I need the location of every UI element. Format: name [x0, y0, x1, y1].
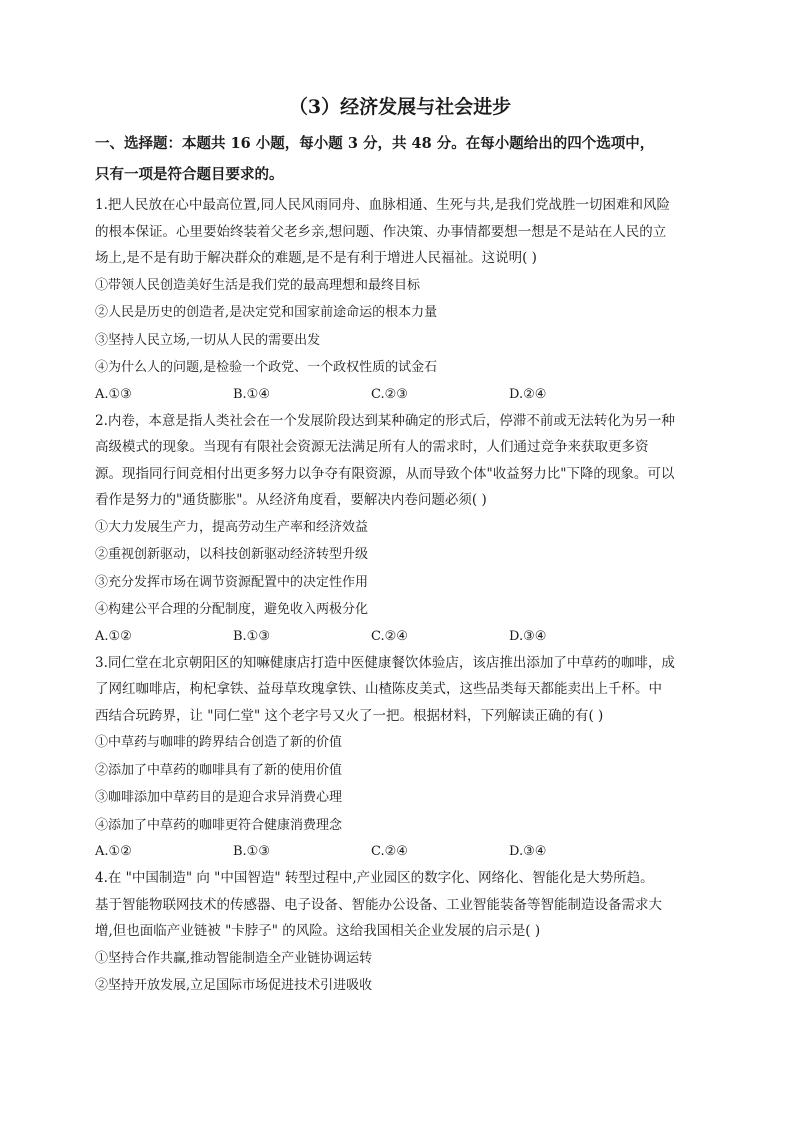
page-title: （3）经济发展与社会进步	[288, 96, 512, 118]
section-instruction-line-2: 只有一项是符合题目要求的。	[95, 166, 284, 183]
question-1-stem-line-2: 的根本保证。心里要始终装着父老乡亲,想问题、作决策、办事情都要想一想是不是站在人民的立	[95, 223, 667, 240]
question-3-option-4: ④添加了中草药的咖啡更符合健康消费理念	[95, 817, 343, 833]
question-2-choice-a: A.①②	[95, 628, 132, 644]
question-3-choice-d: D.③④	[509, 844, 547, 859]
question-2	[95, 408, 705, 650]
section-instruction-line-1: 一、选择题：本题共 16 小题，每小题 3 分，共 48 分。在每小题给出的四个选项中，	[95, 135, 655, 152]
question-2-option-3: ③充分发挥市场在调节资源配置中的决定性作用	[95, 574, 369, 590]
question-2-choice-b: B.①③	[233, 628, 270, 644]
question-1	[95, 192, 705, 408]
exam-page	[95, 92, 705, 1000]
question-1-stem-line-3: 场上,是不是有助于解决群众的难题,是不是有利于增进人民福祉。这说明( )	[95, 250, 537, 266]
question-1-option-2: ②人民是历史的创造者,是决定党和国家前途命运的根本力量	[95, 305, 438, 320]
question-2-stem-line-1: 2.内卷，本意是指人类社会在一个发展阶段达到某种确定的形式后，停滞不前或无法转化为另一种	[95, 412, 675, 429]
question-1-choice-b: B.①④	[233, 386, 270, 402]
question-2-stem-line-3: 源。现指同行间竞相付出更多努力以争夺有限资源，从而导致个体"收益努力比"下降的现象。可以	[95, 465, 675, 482]
question-1-option-3: ③坚持人民立场,一切从人民的需要出发	[95, 332, 321, 348]
question-1-stem-line-1: 1.把人民放在心中最高位置,同人民风雨同舟、血脉相通、生死与共,是我们党战胜一切困难和风险	[95, 197, 670, 213]
section-header	[95, 130, 705, 188]
question-3-choice-a: A.①②	[95, 844, 132, 859]
question-2-stem-line-4: 看作是努力的"通货膨胀"。从经济角度看，要解决内卷问题必须( )	[95, 492, 487, 508]
question-1-option-1: ①带领人民创造美好生活是我们党的最高理想和最终目标	[95, 277, 421, 293]
question-2-option-2: ②重视创新驱动，以科技创新驱动经济转型升级	[95, 547, 369, 562]
question-4-stem-line-2: 基于智能物联网技术的传感器、电子设备、智能办公设备、工业智能装备等智能制造设备需求大	[95, 896, 662, 913]
question-3-stem-line-3: 西结合玩跨界，让 "同仁堂" 这个老字号又火了一把。根据材料，下列解读正确的有( )	[95, 707, 604, 724]
question-4-option-1: ①坚持合作共赢,推动智能制造全产业链协调运转	[95, 950, 373, 966]
question-3-stem-line-2: 了网红咖啡店，枸杞拿铁、益母草玫瑰拿铁、山楂陈皮美式，这些品类每天都能卖出上千杯。中	[95, 681, 662, 697]
question-1-option-4: ④为什么人的问题,是检验一个政党、一个政权性质的试金石	[95, 360, 438, 375]
question-3-option-2: ②添加了中草药的咖啡具有了新的使用价值	[95, 762, 343, 778]
question-2-stem-line-2: 高级模式的现象。当现有有限社会资源无法满足所有人的需求时，人们通过竞争来获取更多资	[95, 439, 649, 455]
question-1-choice-c: C.②③	[371, 386, 408, 402]
question-2-choice-c: C.②④	[371, 628, 408, 644]
question-3-choice-c: C.②④	[371, 844, 408, 859]
question-4-option-2: ②坚持开放发展,立足国际市场促进技术引进吸收	[95, 978, 373, 993]
question-2-option-4: ④构建公平合理的分配制度，避免收入两极分化	[95, 602, 369, 617]
question-3-option-1: ①中草药与咖啡的跨界结合创造了新的价值	[95, 735, 343, 750]
question-3-choices	[95, 839, 705, 865]
question-4-stem-line-3: 增,但也面临产业链被 "卡脖子" 的风险。这给我国相关企业发展的启示是( )	[95, 923, 541, 939]
question-2-option-1: ①大力发展生产力，提高劳动生产率和经济效益	[95, 519, 369, 535]
question-3	[95, 650, 705, 866]
question-4-stem-line-1: 4.在 "中国制造" 向 "中国智造" 转型过程中,产业园区的数字化、网络化、智能化是大势所趋。	[95, 870, 654, 886]
question-3-stem-line-1: 3.同仁堂在北京朝阳区的知嘛健康店打造中医健康餐饮体验店，该店推出添加了中草药的咖啡，成	[95, 654, 675, 671]
question-2-choices	[95, 624, 705, 650]
question-3-option-3: ③咖啡添加中草药目的是迎合求异消费心理	[95, 790, 343, 805]
question-2-choice-d: D.③④	[509, 628, 547, 644]
question-1-choice-a: A.①③	[95, 386, 132, 402]
question-3-choice-b: B.①③	[233, 844, 270, 859]
question-4	[95, 865, 705, 1000]
question-1-choices	[95, 382, 705, 408]
question-1-choice-d: D.②④	[509, 386, 547, 402]
